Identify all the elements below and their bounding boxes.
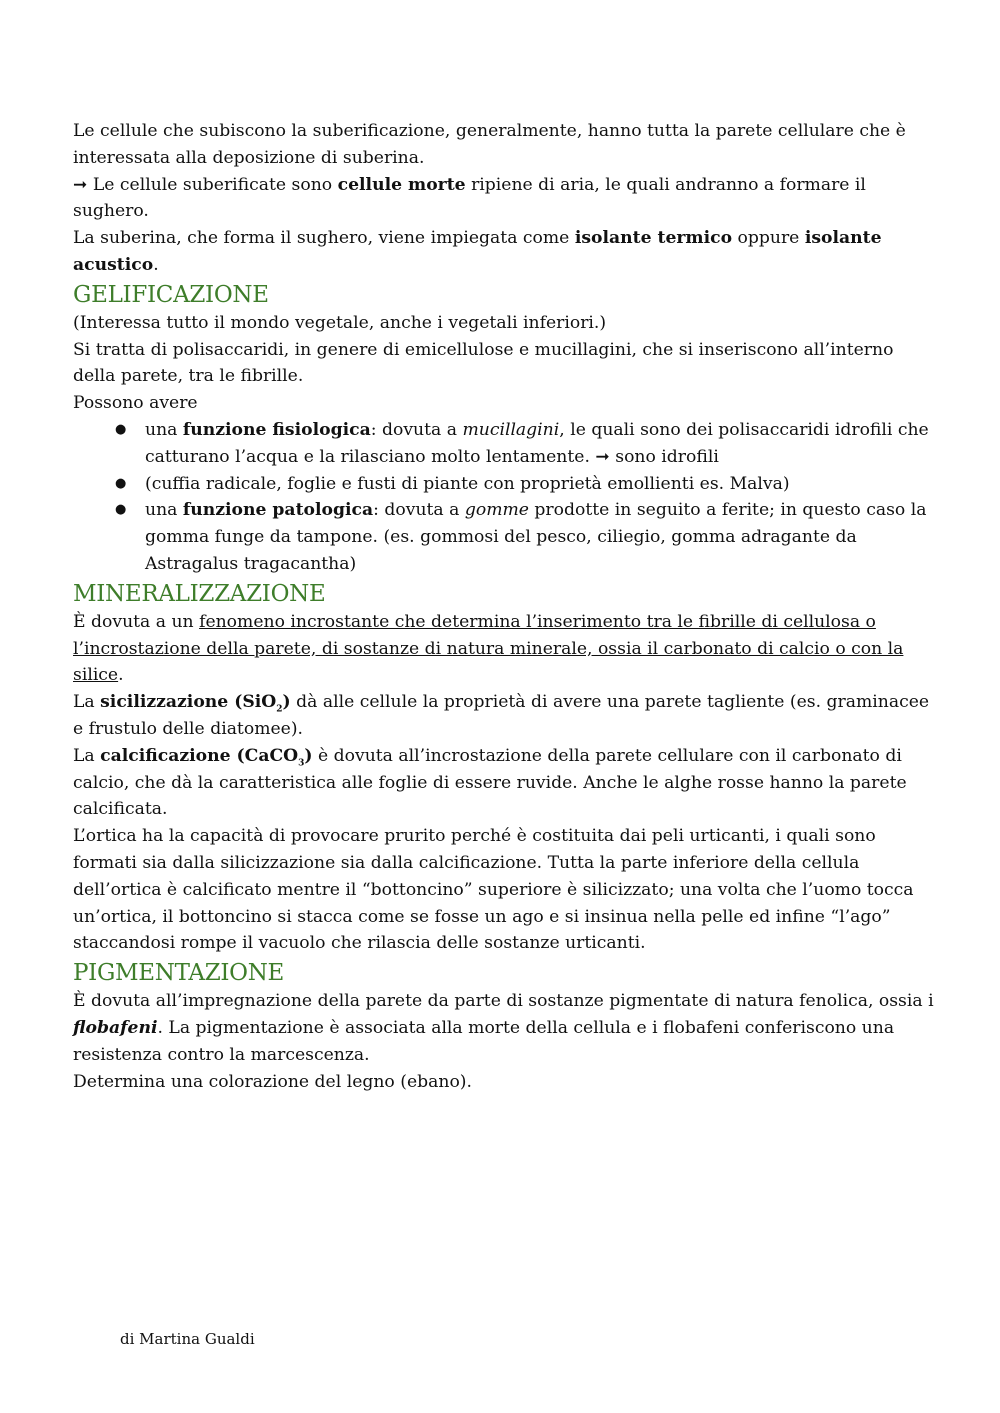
list-item: ● (cuffia radicale, foglie e fusti di piante con proprietà emollienti es. Malva) — [145, 471, 935, 498]
paragraph: Determina una colorazione del legno (ebano). — [73, 1071, 472, 1092]
paragraph: L’ortica ha la capacità di provocare prurito perché è costituita dai peli urticanti, i quali sono formati sia dalla silicizzazione sia dalla calcificazione. Tutta la parte inferiore della cellula dell’ortica è calcificato mentre il “bottoncino” superiore è silicizzato; una volta che l’uomo tocca un’ortica, il bottoncino si stacca come se fosse un ago e si insinua nella pelle ed infine “l’ago” staccandosi rompe il vacuolo che rilascia delle sostanze urticanti. — [73, 826, 914, 954]
list-item: ● una funzione patologica: dovuta a gomme prodotte in seguito a ferite; in questo caso la gomma funge da tampone. (es. gommosi del pesco, ciliegio, gomma adragante da Astragalus tragacantha) — [145, 497, 935, 577]
paragraph: Le cellule che subiscono la suberificazione, generalmente, hanno tutta la parete cellulare che è interessata alla deposizione di suberina. — [73, 121, 906, 168]
list-item: ● una funzione fisiologica: dovuta a mucillagini, le quali sono dei polisaccaridi idrofili che catturano l’acqua e la rilasciano molto lentamente. ➞ sono idrofili — [145, 417, 935, 471]
bold-term: isolante termico — [574, 228, 733, 249]
paragraph: È dovuta all’impregnazione della parete da parte di sostanze pigmentate di natura fenolica, ossia i flobafeni. La pigmentazione è associata alla morte della cellula e i flobafeni conferiscono una resistenza contro la marcescenza. — [73, 991, 934, 1065]
paragraph: La sicilizzazione (SiO$_2$) dà alle cellule la proprietà di avere una parete tagliente (es. graminacee e frustulo delle diatomee). — [73, 692, 930, 739]
bullet-list — [73, 417, 935, 578]
paragraph: La calcificazione (CaCO$_3$) è dovuta all’incrostazione della parete cellulare con il carbonato di calcio, che dà la caratteristica alle foglie di essere ruvide. Anche le alghe rosse hanno la parete calcificata. — [73, 745, 907, 820]
section-heading-mineralizzazione: MINERALIZZAZIONE — [73, 580, 326, 607]
paragraph: (Interessa tutto il mondo vegetale, anche i vegetali inferiori.) — [73, 312, 607, 333]
paragraph: La suberina, che forma il sughero, viene impiegata come isolante termico oppure isolante acustico. — [73, 228, 882, 275]
paragraph: È dovuta a un fenomeno incrostante che determina l’inserimento tra le fibrille di cellulosa o l’incrostazione della parete, di sostanze di natura minerale, ossia il carbonato di calcio o con la silice. — [73, 611, 904, 686]
section-heading-gelificazione: GELIFICAZIONE — [73, 281, 269, 308]
underlined-text: fenomeno incrostante che determina l’inserimento tra le fibrille di cellulosa o l’incrostazione della parete, di sostanze di natura minerale, ossia il carbonato di calcio o con la silice — [73, 611, 904, 686]
section-heading-pigmentazione: PIGMENTAZIONE — [73, 960, 285, 987]
paragraph: ➞ Le cellule suberificate sono cellule morte ripiene di aria, le quali andranno a formare il sughero. — [73, 174, 866, 222]
paragraph: Possono avere — [73, 393, 198, 414]
paragraph: Si tratta di polisaccaridi, in genere di emicellulose e mucillagini, che si inseriscono all’interno della parete, tra le fibrille. — [73, 339, 894, 387]
bold-term: cellule morte — [337, 174, 466, 195]
bold-term: isolante acustico — [73, 228, 882, 275]
page-footer: di Martina Gualdi — [120, 1330, 255, 1348]
document-body — [73, 118, 935, 1095]
